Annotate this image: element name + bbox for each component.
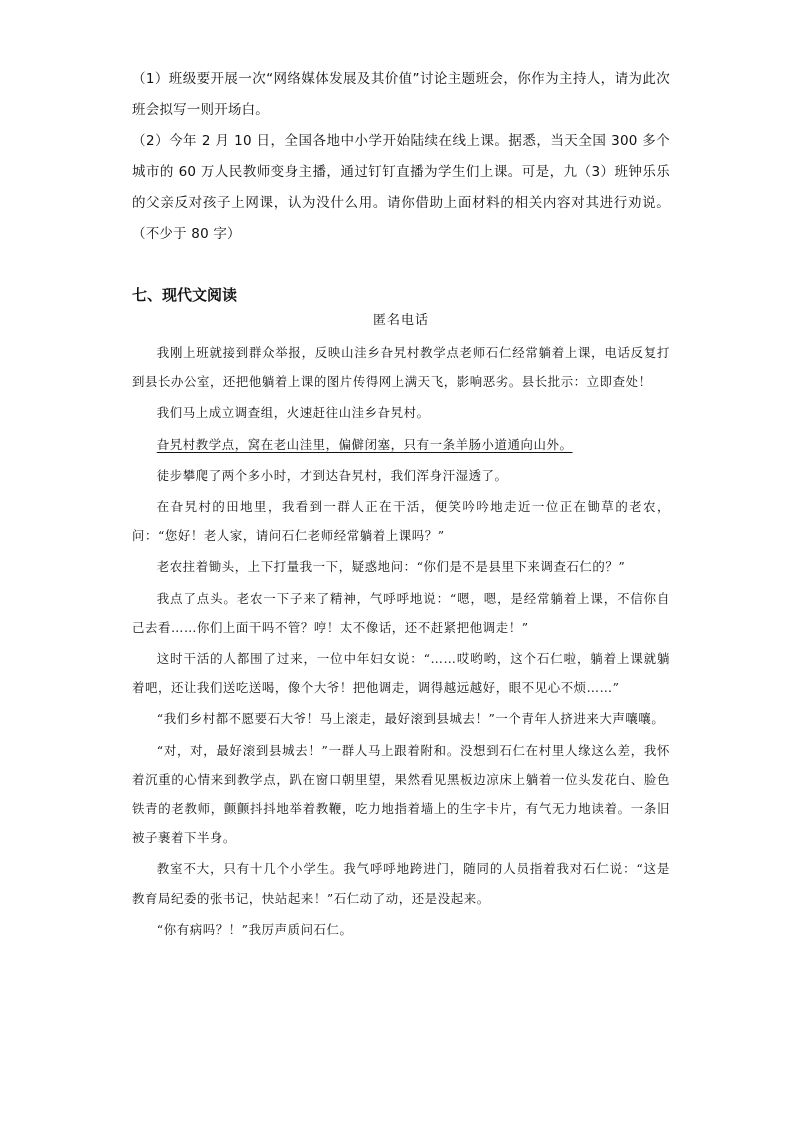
document-page — [132, 64, 670, 946]
section-heading: 七、现代文阅读 — [132, 286, 238, 304]
story-paragraph: 徒步攀爬了两个多小时，才到达旮旯村，我们浑身汗湿透了。 — [156, 467, 508, 483]
story-paragraph-underlined — [132, 430, 670, 459]
story-paragraph: 我们马上成立调查组，火速赶往山洼乡旮旯村。 — [156, 405, 430, 421]
story-paragraph: 老农拄着锄头，上下打量我一下，疑惑地问：“你们是不是县里下来调查石仁的？” — [156, 559, 626, 575]
story-paragraph: 教室不大，只有十几个小学生。我气呼呼地跨进门，随同的人员指着我对石仁说：“这是教育局纪委的张书记，快站起来！”石仁动了动，还是没起来。 — [132, 861, 670, 906]
story-title: 匿名电话 — [372, 313, 429, 328]
story-paragraph: 我刚上班就接到群众举报，反映山洼乡旮旯村教学点老师石仁经常躺着上课，电话反复打到县长办公室，还把他躺着上课的图片传得网上满天飞，影响恶劣。县长批示：立即查处！ — [132, 345, 670, 390]
story-paragraph: “你有病吗？！”我厉声质问石仁。 — [156, 921, 353, 937]
story-paragraph: “我们乡村都不愿要石大爷！马上滚走，最好滚到县城去！”一个青年人挤进来大声嚷嚷。 — [156, 711, 665, 727]
question-2: （2）今年 2 月 10 日，全国各地中小学开始陆续在线上课。据悉，当天全国 300 多个城市的 60 万人民教师变身主播，通过钉钉直播为学生们上课。可是，九（3）班钟乐乐的父亲反对孩子上网课，认为没什么用。请你借助上面材料的相关内容对其进行劝说。（不少于 80 字） — [132, 133, 670, 242]
story-paragraph: 在旮旯村的田地里，我看到一群人正在干活，便笑吟吟地走近一位正在锄草的老农，问：“您好！老人家，请问石仁老师经常躺着上课吗？” — [132, 499, 670, 544]
story-paragraph: “对，对，最好滚到县城去！”一群人马上跟着附和。没想到石仁在村里人缘这么差，我怀着沉重的心情来到教学点，趴在窗口朝里望，果然看见黑板边凉床上躺着一位头发花白、脸色铁青的老教师，颤颤抖抖地举着教鞭，吃力地指着墙上的生字卡片，有气无力地读着。一条旧被子裹着下半身。 — [132, 742, 670, 846]
story-paragraph: 这时干活的人都围了过来，一位中年妇女说：“……哎哟哟，这个石仁啦，躺着上课就躺着吧，还让我们送吃送喝，像个大爷！把他调走，调得越远越好，眼不见心不烦……” — [132, 651, 670, 696]
story-body — [132, 338, 670, 944]
question-1: （1）班级要开展一次“网络媒体发展及其价值”讨论主题班会，你作为主持人，请为此次班会拟写一则开场白。 — [132, 71, 670, 118]
story-paragraph: 我点了点头。老农一下子来了精神，气呼呼地说：“嗯，嗯，是经常躺着上课，不信你自己去看……你们上面干吗不管？哼！太不像话，还不赶紧把他调走！” — [132, 590, 670, 635]
underlined-sentence: 旮旯村教学点，窝在老山洼里，偏僻闭塞，只有一条羊肠小道通向山外。 — [156, 436, 573, 452]
